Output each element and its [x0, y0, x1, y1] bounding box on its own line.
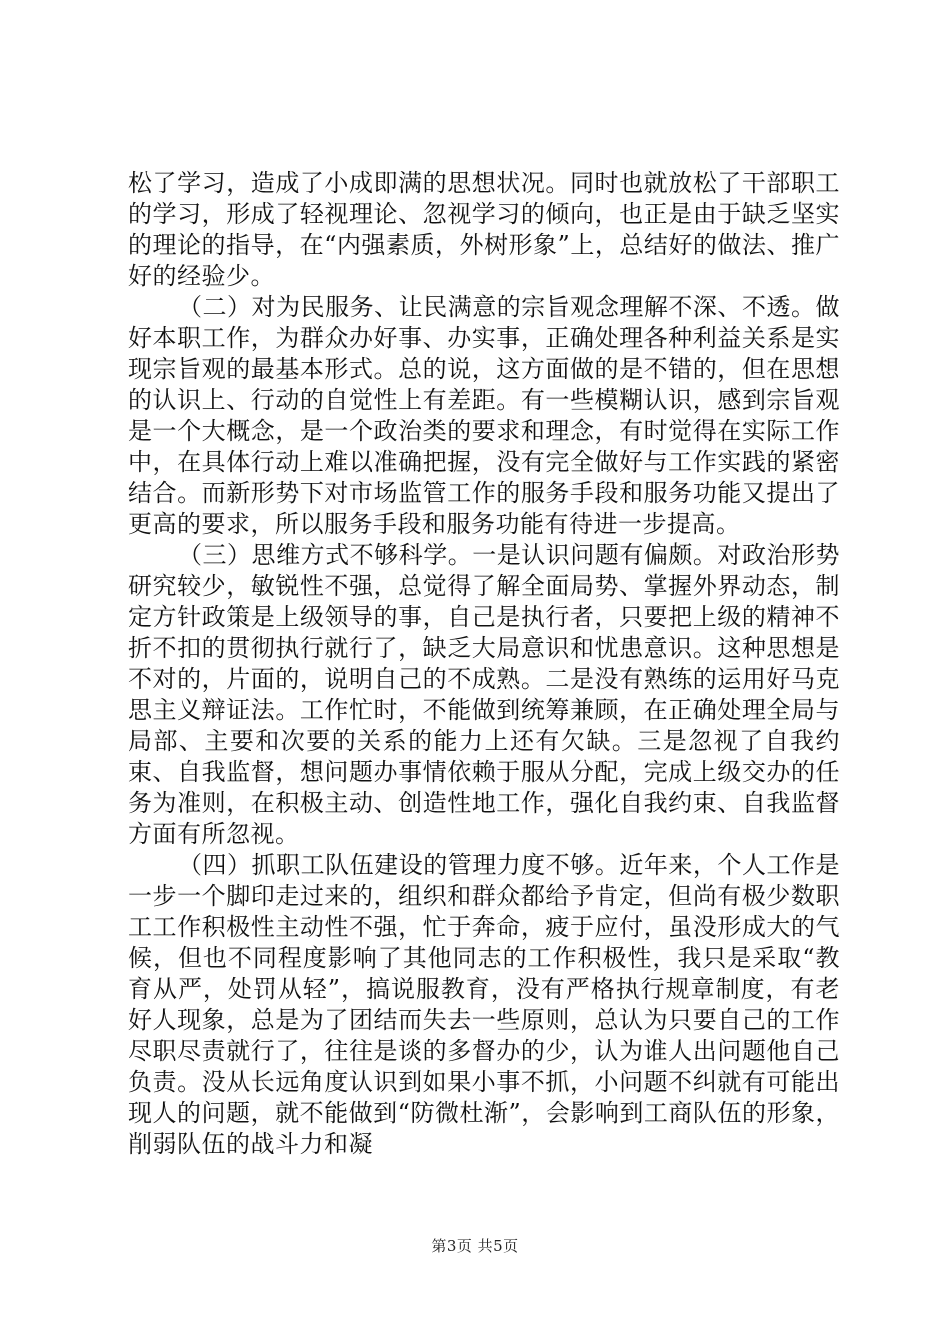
document-body	[128, 168, 840, 1160]
paragraph-section-two: （二）对为民服务、让民满意的宗旨观念理解不深、不透。做好本职工作，为群众办好事、办实事，正确处理各种利益关系是实现宗旨观的最基本形式。总的说，这方面做的是不错的，但在思想的认识上、行动的自觉性上有差距。有一些模糊认识，感到宗旨观是一个大概念，是一个政治类的要求和理念，有时觉得在实际工作中，在具体行动上难以准确把握，没有完全做好与工作实践的紧密结合。而新形势下对市场监管工作的服务手段和服务功能又提出了更高的要求，所以服务手段和服务功能有待进一步提高。	[128, 293, 840, 538]
paragraph-continuation: 松了学习，造成了小成即满的思想状况。同时也就放松了干部职工的学习，形成了轻视理论、忽视学习的倾向，也正是由于缺乏坚实的理论的指导，在“内强素质，外树形象”上，总结好的做法、推广好的经验少。	[128, 169, 840, 290]
paragraph-section-four: （四）抓职工队伍建设的管理力度不够。近年来，个人工作是一步一个脚印走过来的，组织和群众都给予肯定，但尚有极少数职工工作积极性主动性不强，忙于奔命，疲于应付，虽没形成大的气候，但也不同程度影响了其他同志的工作积极性，我只是采取“教育从严，处罚从轻”，搞说服教育，没有严格执行规章制度，有老好人现象，总是为了团结而失去一些原则，总认为只要自己的工作尽职尽责就行了，往往是谈的多督办的少，认为谁人出问题他自己负责。没从长远角度认识到如果小事不抓，小问题不纠就有可能出现人的问题，就不能做到“防微杜渐”，会影响到工商队伍的形象，削弱队伍的战斗力和凝	[128, 851, 840, 1158]
paragraph-section-three: （三）思维方式不够科学。一是认识问题有偏颇。对政治形势研究较少，敏锐性不强，总觉得了解全面局势、掌握外界动态，制定方针政策是上级领导的事，自己是执行者，只要把上级的精神不折不扣的贯彻执行就行了，缺乏大局意识和忧患意识。这种思想是不对的，片面的，说明自己的不成熟。二是没有熟练的运用好马克思主义辩证法。工作忙时，不能做到统筹兼顾，在正确处理全局与局部、主要和次要的关系的能力上还有欠缺。三是忽视了自我约束、自我监督，想问题办事情依赖于服从分配，完成上级交办的任务为准则，在积极主动、创造性地工作，强化自我约束、自我监督方面有所忽视。	[128, 541, 840, 848]
page-number-footer: 第3页 共5页	[431, 1237, 519, 1255]
